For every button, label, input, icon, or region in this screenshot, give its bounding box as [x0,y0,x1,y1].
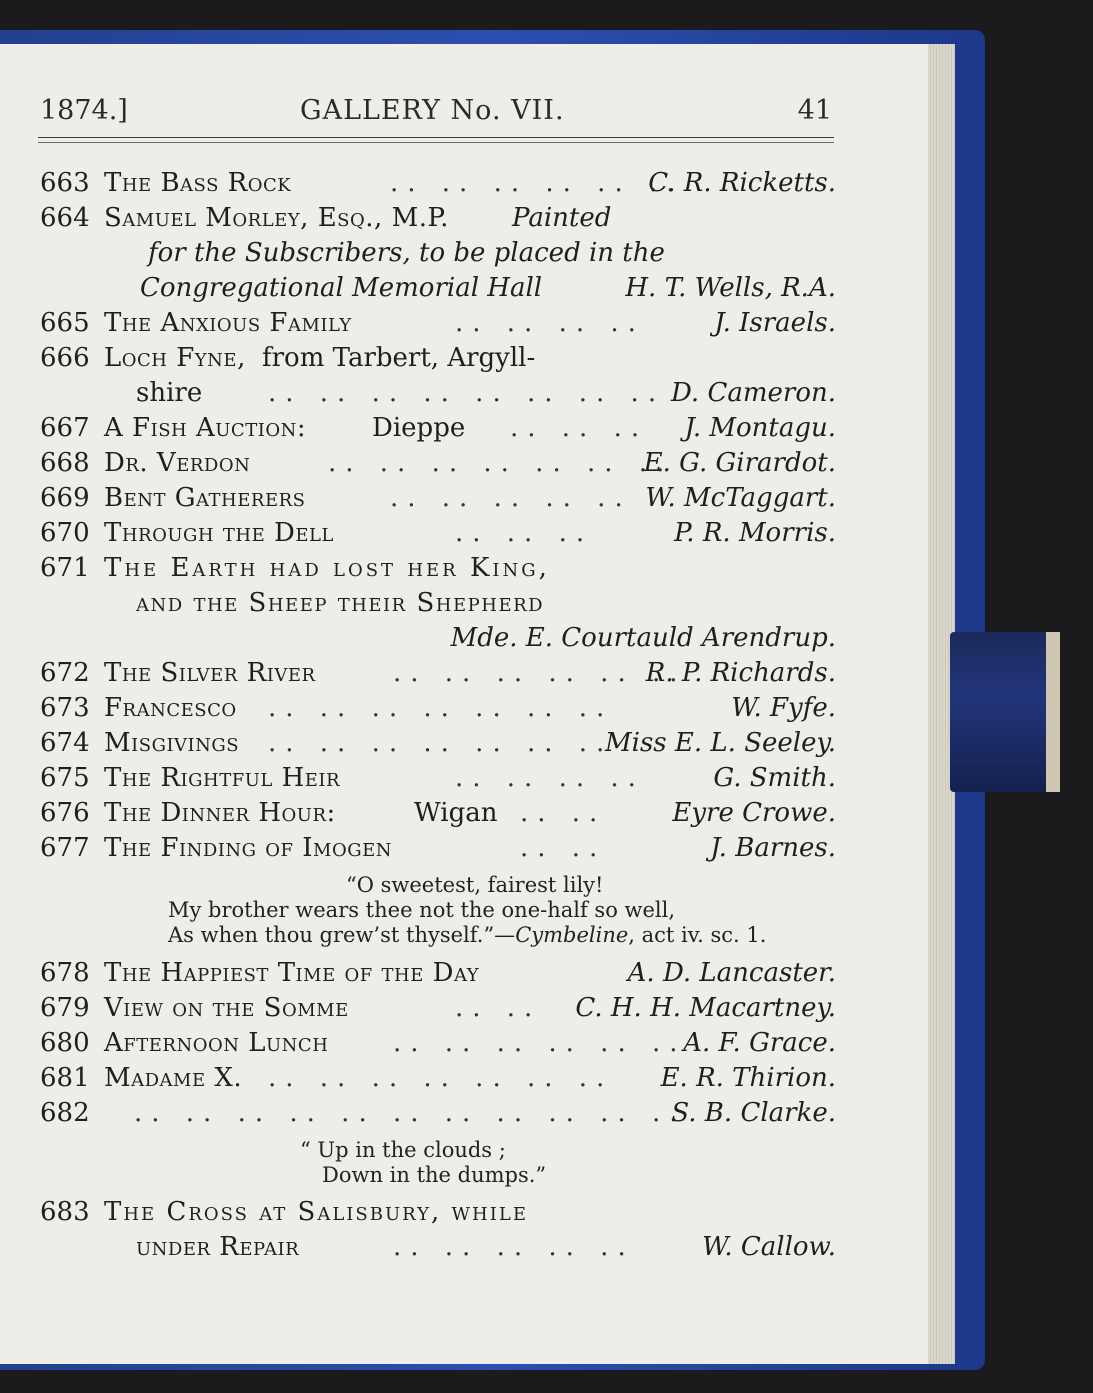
leader-dots: .. .. [520,833,607,863]
leader-dots: .. .. .. [510,413,649,443]
list-item [0,306,836,342]
list-item [0,656,836,692]
entry-number: 683 [40,1197,90,1227]
leader-dots: .. .. .. .. .. .. .. [268,728,614,758]
list-item [0,481,836,517]
entry-artist: J. Montagu. [684,413,836,443]
entry-number: 681 [40,1063,90,1093]
list-item [0,341,836,377]
entry-title: The Earth had lost her King, [104,553,550,583]
entry-number: 664 [40,203,90,233]
entry-artist: S. B. Clarke. [671,1098,836,1128]
leader-dots: .. .. .. .. [455,763,645,793]
list-item [0,1026,836,1062]
list-item [0,1061,836,1097]
leader-dots: .. .. .. .. .. .. [393,658,687,688]
leader-dots: .. .. .. .. .. .. [393,1028,687,1058]
leader-dots: .. .. .. .. .. .. .. .. [268,378,666,408]
entry-artist: A. F. Grace. [683,1028,836,1058]
leader-dots: .. .. .. .. .. .. .. .. .. .. .. [134,1098,687,1128]
list-item [0,166,836,202]
entry-number: 666 [40,343,90,373]
entry-artist: H. T. Wells, R.A. [625,273,836,303]
entry-artist: J. Israels. [714,308,836,338]
header-year: 1874.] [40,95,128,126]
entry-number: 667 [40,413,90,443]
header-rule-thin [38,142,834,143]
entry-artist: C. R. Ricketts. [648,168,836,198]
entry-title: Samuel Morley, Esq., M.P. [104,203,449,233]
entry-artist: W. McTaggart. [645,483,836,513]
running-header [40,95,832,135]
quote-reference: , act iv. sc. 1. [628,923,767,947]
entry-title: The Bass Rock [104,168,292,198]
quote-source: Cymbeline [515,923,629,947]
quote-line: “O sweetest, fairest lily! [346,873,604,897]
quote-line: Down in the dumps.” [322,1163,547,1187]
leader-dots: .. .. .. [455,518,594,548]
list-item [0,516,836,552]
list-item [0,551,836,587]
entry-title: Francesco [104,693,237,723]
entry-artist: G. Smith. [713,763,836,793]
entry-title: Misgivings [104,728,240,758]
page-number: 41 [797,95,832,126]
entry-number: 673 [40,693,90,723]
list-item [0,796,836,832]
header-rule [38,137,834,138]
leader-dots: .. .. [520,798,607,828]
entry-title: The Silver River [104,658,316,688]
leader-dots: .. .. .. .. .. .. .. [268,693,614,723]
list-item [0,446,836,482]
list-item [0,761,836,797]
entry-title: Dr. Verdon [104,448,251,478]
entry-artist: Eyre Crowe. [672,798,836,828]
list-item-continuation [0,586,836,622]
entry-title: Loch Fyne, [104,343,246,373]
entry-title: The Rightful Heir [104,763,341,793]
header-title: GALLERY No. VII. [300,95,565,126]
entry-artist: E. R. Thirion. [660,1063,836,1093]
leader-dots: .. .. [455,993,542,1023]
list-item-continuation [0,621,836,657]
entry-title: The Finding of Imogen [104,833,393,863]
list-item [0,201,836,237]
entry-number: 672 [40,658,90,688]
entry-title: A Fish Auction: [104,413,307,443]
list-item [0,691,836,727]
leader-dots: .. .. .. .. [455,308,645,338]
entry-title: The Anxious Family [104,308,352,338]
entry-title: Bent Gatherers [104,483,306,513]
list-item [0,831,836,867]
list-item [0,956,836,992]
entry-number: 674 [40,728,90,758]
entry-number: 669 [40,483,90,513]
entry-title-plain: from Tarbert, Argyll- [262,343,536,373]
entry-number: 665 [40,308,90,338]
entry-title-plain: Dieppe [372,413,466,443]
book-tab [950,632,1060,792]
entry-title-continued: under Repair [136,1232,300,1262]
quote-line [168,922,766,948]
entry-title-plain: Wigan [414,798,498,828]
entry-title-extra: Painted [512,203,612,233]
entry-title: Through the Dell [104,518,334,548]
entry-number: 677 [40,833,90,863]
entry-artist: A. D. Lancaster. [627,958,836,988]
leader-dots: .. .. .. .. .. .. .. [328,448,674,478]
entry-note: for the Subscribers, to be placed in the [148,238,665,268]
entry-title: Madame X. [104,1063,243,1093]
entry-title-continued: and the Sheep their Shepherd [136,588,545,618]
list-item-continuation [0,271,836,307]
entry-title: Afternoon Lunch [104,1028,329,1058]
list-item [0,411,836,447]
entry-title: The Cross at Salisbury, while [104,1197,528,1227]
entry-number: 680 [40,1028,90,1058]
entry-artist: E. G. Girardot. [643,448,836,478]
entry-artist: Miss E. L. Seeley. [605,728,836,758]
entry-title-continued: shire [136,378,203,408]
leader-dots: .. .. .. .. .. .. [390,168,684,198]
quote-text: As when thou grew’st thyself.”— [168,923,516,947]
quote-line: My brother wears thee not the one-half so well, [168,898,676,922]
list-item-continuation [0,236,836,272]
list-item [0,1195,836,1231]
entry-number: 676 [40,798,90,828]
entry-number: 671 [40,553,90,583]
entry-title: The Dinner Hour: [104,798,336,828]
entry-note: Congregational Memorial Hall [140,273,543,303]
quote-line: “ Up in the clouds ; [300,1138,506,1162]
list-item-continuation [0,376,836,412]
entry-artist: W. Fyfe. [731,693,836,723]
entry-title: View on the Somme [104,993,349,1023]
entry-number: 678 [40,958,90,988]
entry-artist: C. H. H. Macartney. [575,993,836,1023]
entry-number: 675 [40,763,90,793]
entry-artist: D. Cameron. [671,378,836,408]
entry-number: 663 [40,168,90,198]
list-item [0,726,836,762]
entry-number: 668 [40,448,90,478]
leader-dots: .. .. .. .. .. [393,1232,635,1262]
leader-dots: .. .. .. .. .. .. .. [268,1063,614,1093]
leader-dots: .. .. .. .. .. [390,483,632,513]
list-item [0,991,836,1027]
entry-artist: J. Barnes. [710,833,836,863]
entry-title: The Happiest Time of the Day [104,958,480,988]
entry-artist: P. R. Morris. [674,518,836,548]
list-item-continuation [0,1230,836,1266]
entry-number: 679 [40,993,90,1023]
list-item [0,1096,836,1132]
entry-artist: W. Callow. [702,1232,836,1262]
entry-artist: R. P. Richards. [645,658,836,688]
entry-number: 682 [40,1098,90,1128]
entry-artist: Mde. E. Courtauld Arendrup. [450,623,836,653]
entry-number: 670 [40,518,90,548]
